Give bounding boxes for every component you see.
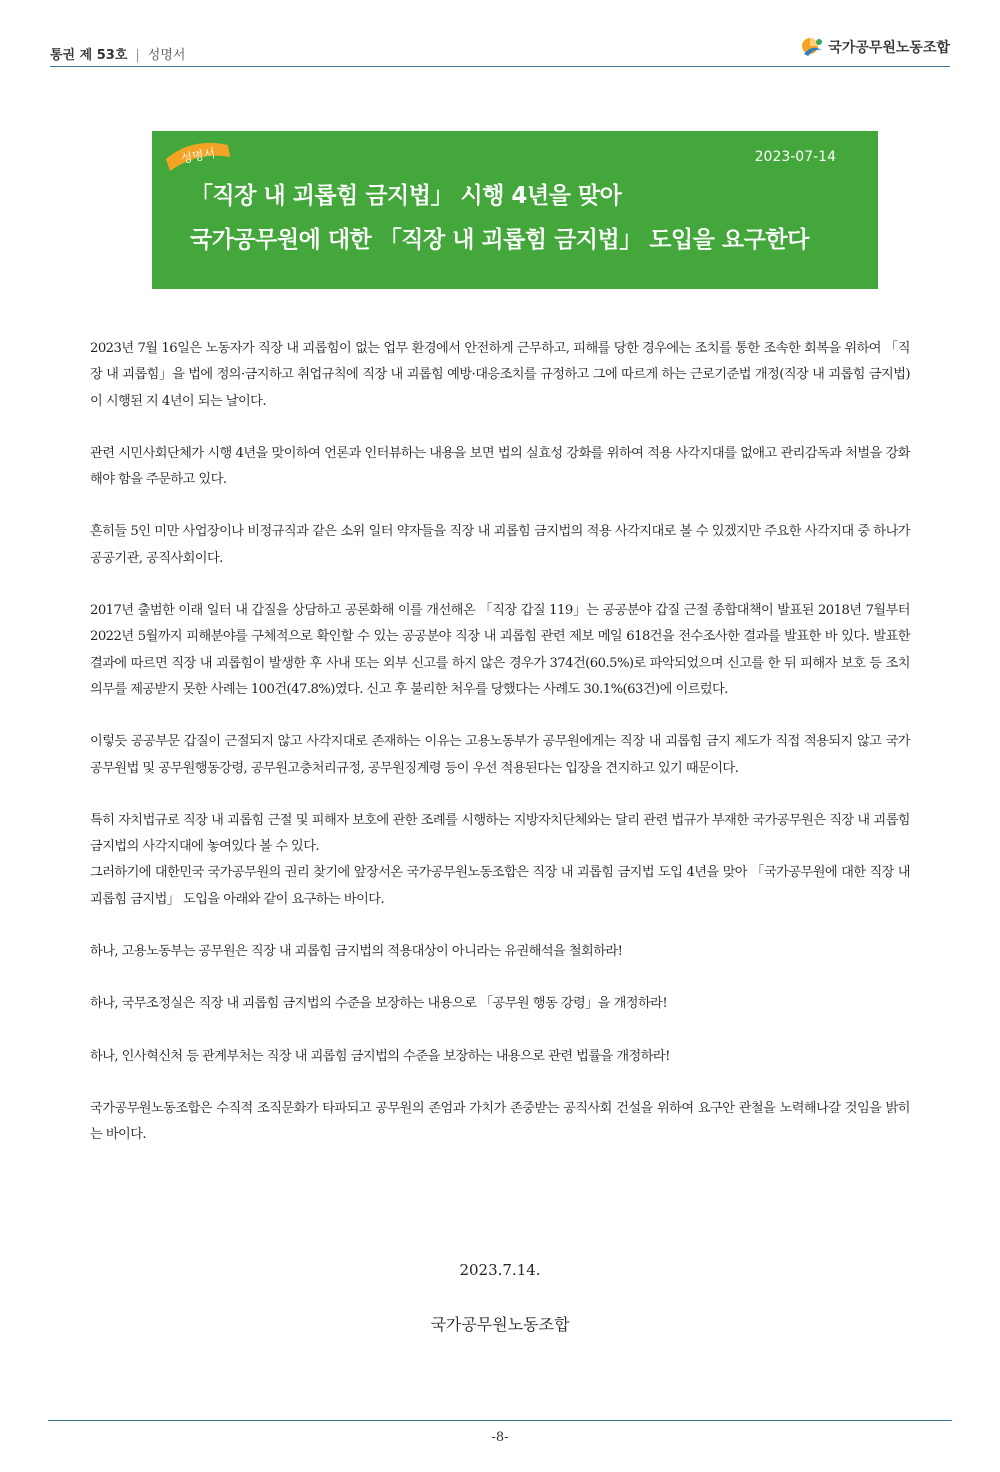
statement-body [90,336,910,1175]
paragraph-1: 2023년 7월 16일은 노동자가 직장 내 괴롭힘이 없는 업무 환경에서 안전하게 근무하고, 피해를 당한 경우에는 조치를 통한 조속한 회복을 위하여 「직장 내 괴롭힘」을 법에 정의·금지하고 취업규칙에 직장 내 괴롭힘 예방·대응조치를 규정하고 그에 따르게 하는 근로기준법 개정(직장 내 괴롭힘 금지법)이 시행된 지 4년이 되는 날이다. [90,341,910,409]
signature-organization: 국가공무원노동조합 [430,1315,570,1334]
issue-info [50,44,185,63]
title-line-1: 「직장 내 괴롭힘 금지법」 시행 4년을 맞아 [190,183,622,209]
paragraph-closing: 국가공무원노동조합은 수직적 조직문화가 타파되고 공무원의 존엄과 가치가 존중받는 공직사회 건설을 위하여 요구안 관철을 노력해나갈 것임을 밝히는 바이다. [90,1100,910,1143]
paragraph-2: 관련 시민사회단체가 시행 4년을 맞이하여 언론과 인터뷰하는 내용을 보면 법의 실효성 강화를 위하여 적용 사각지대를 없애고 관리감독과 처벌을 강화해야 함을 주문하고 있다. [90,445,910,488]
paragraph-4: 2017년 출범한 이래 일터 내 갑질을 상담하고 공론화해 이를 개선해온 「직장 갑질 119」는 공공분야 갑질 근절 종합대책이 발표된 2018년 7월부터 2022년 5월까지 피해분야를 구체적으로 확인할 수 있는 공공분야 직장 내 괴롭힘 관련 제보 메일 618건을 전수조사한 결과를 발표한 바 있다. 발표한 결과에 따르면 직장 내 괴롭힘이 발생한 후 사내 또는 외부 신고를 하지 않은 경우가 374건(60.5%)로 파악되었으며 신고를 한 뒤 피해자 보호 등 조치 의무를 제공받지 못한 사례는 100건(47.8%)였다. 신고 후 불리한 처우를 당했다는 사례도 30.1%(63건)에 이르렀다. [90,603,910,697]
paragraph-3: 흔히들 5인 미만 사업장이나 비정규직과 같은 소위 일터 약자들을 직장 내 괴롭힘 금지법의 적용 사각지대로 볼 수 있겠지만 주요한 사각지대 중 하나가 공공기관, 공직사회이다. [90,524,910,566]
page-header [50,38,950,67]
demand-2: 하나, 국무조정실은 직장 내 괴롭힘 금지법의 수준을 보장하는 내용으로 「공무원 행동 강령」을 개정하라! [90,996,668,1012]
paragraph-7: 그러하기에 대한민국 국가공무원의 권리 찾기에 앞장서온 국가공무원노동조합은 직장 내 괴롭힘 금지법 도입 4년을 맞아 「국가공무원에 대한 직장 내 괴롭힘 금지법」 도입을 아래와 같이 요구하는 바이다. [90,865,910,907]
demand-1: 하나, 고용노동부는 공무원은 직장 내 괴롭힘 금지법의 적용대상이 아니라는 유권해석을 철회하라! [90,944,623,960]
paragraph-5: 이렇듯 공공부문 갑질이 근절되지 않고 사각지대로 존재하는 이유는 고용노동부가 공무원에게는 직장 내 괴롭힘 금지 제도가 직접 적용되지 않고 국가공무원법 및 공무원행동강령, 공무원고충처리규정, 공무원징계령 등이 우선 적용된다는 입장을 견지하고 있기 때문이다. [90,734,910,776]
title-line-2: 국가공무원에 대한 「직장 내 괴롭힘 금지법」 도입을 요구한다 [190,227,809,253]
issue-number: 통권 제 53호 [50,48,128,63]
footer-divider [48,1420,952,1421]
logo-text: 국가공무원노동조합 [828,40,950,56]
statement-date: 2023-07-14 [754,149,836,165]
union-logo-icon [800,36,824,58]
section-name: 성명서 [147,48,186,63]
header-separator: | [135,48,140,63]
statement-tag [162,139,234,173]
page-number: -8- [491,1430,509,1445]
demand-3: 하나, 인사혁신처 등 관계부처는 직장 내 괴롭힘 금지법의 수준을 보장하는 내용으로 관련 법률을 개정하라! [90,1048,670,1064]
statement-tag-label: 성명서 [179,146,217,166]
paragraph-6: 특히 자치법규로 직장 내 괴롭힘 근절 및 피해자 보호에 관한 조례를 시행하는 지방자치단체와는 달리 관련 법규가 부재한 국가공무원은 직장 내 괴롭힘 금지법의 사각지대에 놓여있다 볼 수 있다. [90,812,910,855]
union-logo [800,36,950,58]
signature-date: 2023.7.14. [459,1261,541,1279]
title-banner [152,131,878,289]
